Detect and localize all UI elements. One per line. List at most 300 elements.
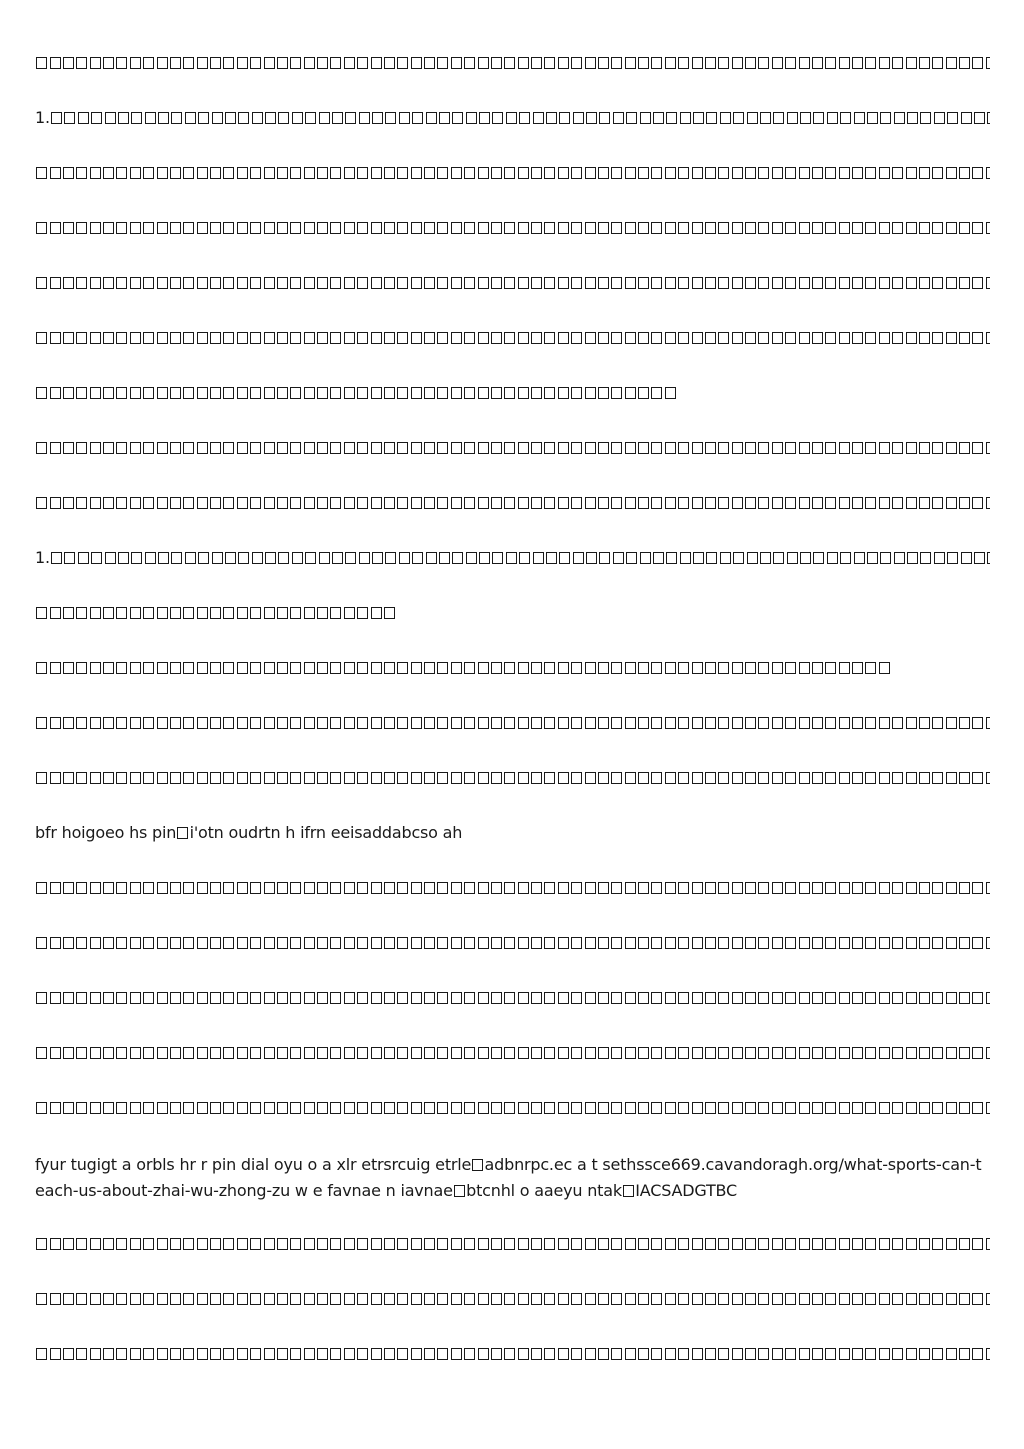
missing-glyph-box — [332, 112, 343, 124]
missing-glyph-box — [384, 332, 395, 344]
missing-glyph-box — [611, 662, 622, 674]
missing-glyph-box — [919, 277, 930, 289]
missing-glyph-box — [171, 552, 182, 564]
missing-glyph-box — [223, 57, 234, 69]
missing-glyph-box — [50, 497, 61, 509]
missing-glyph-box — [330, 662, 341, 674]
missing-glyph-box — [625, 882, 636, 894]
missing-glyph-box — [264, 387, 275, 399]
missing-glyph-box — [424, 1102, 435, 1114]
missing-glyph-box — [439, 112, 450, 124]
missing-glyph-box — [411, 222, 422, 234]
missing-glyph-box — [678, 1293, 689, 1305]
missing-glyph-box — [290, 937, 301, 949]
missing-glyph-box — [745, 1047, 756, 1059]
missing-glyph-box — [143, 332, 154, 344]
missing-glyph-box — [157, 772, 168, 784]
missing-glyph-box — [130, 442, 141, 454]
missing-glyph-box — [237, 387, 248, 399]
missing-glyph-box — [812, 717, 823, 729]
missing-glyph-box — [919, 1293, 930, 1305]
missing-glyph-box — [491, 882, 502, 894]
missing-glyph-box — [544, 442, 555, 454]
missing-glyph-box — [157, 1047, 168, 1059]
missing-glyph-box — [451, 1238, 462, 1250]
missing-glyph-box — [157, 882, 168, 894]
missing-glyph-box — [813, 552, 824, 564]
missing-glyph-box — [91, 552, 102, 564]
paragraph-7 — [35, 382, 990, 404]
missing-glyph-box — [732, 442, 743, 454]
missing-glyph-box — [250, 332, 261, 344]
missing-glyph-box — [504, 882, 515, 894]
missing-glyph-box — [531, 1293, 542, 1305]
paragraph-6 — [35, 327, 990, 349]
missing-glyph-box — [718, 772, 729, 784]
missing-glyph-box — [223, 332, 234, 344]
missing-glyph-box — [76, 277, 87, 289]
missing-glyph-box — [76, 497, 87, 509]
missing-glyph-box — [987, 552, 990, 564]
missing-glyph-box — [103, 1348, 114, 1360]
missing-glyph-box — [518, 1348, 529, 1360]
missing-glyph-box — [252, 112, 263, 124]
missing-glyph-box — [946, 1348, 957, 1360]
missing-glyph-box — [558, 57, 569, 69]
missing-glyph-box — [651, 277, 662, 289]
missing-glyph-box — [865, 497, 876, 509]
missing-glyph-box — [598, 1102, 609, 1114]
missing-glyph-box — [143, 442, 154, 454]
missing-glyph-box — [692, 167, 703, 179]
missing-glyph-box — [946, 1293, 957, 1305]
missing-glyph-box — [210, 1238, 221, 1250]
missing-glyph-box — [304, 442, 315, 454]
missing-glyph-box — [865, 1238, 876, 1250]
missing-glyph-box — [906, 717, 917, 729]
missing-glyph-box — [518, 1047, 529, 1059]
missing-glyph-box — [384, 1102, 395, 1114]
missing-glyph-box — [812, 937, 823, 949]
missing-glyph-box — [598, 167, 609, 179]
missing-glyph-box — [332, 552, 343, 564]
missing-glyph-box — [638, 442, 649, 454]
missing-glyph-box — [544, 717, 555, 729]
missing-glyph-box — [852, 882, 863, 894]
missing-glyph-box — [478, 1047, 489, 1059]
missing-glyph-box — [745, 992, 756, 1004]
missing-glyph-box — [852, 497, 863, 509]
paragraph-5 — [35, 272, 990, 294]
missing-glyph-box — [959, 1293, 970, 1305]
missing-glyph-box — [264, 1348, 275, 1360]
missing-glyph-box — [130, 607, 141, 619]
missing-glyph-box — [504, 387, 515, 399]
missing-glyph-box — [531, 1102, 542, 1114]
missing-glyph-box — [478, 1348, 489, 1360]
missing-glyph-box — [638, 277, 649, 289]
missing-glyph-box — [651, 1047, 662, 1059]
missing-glyph-box — [317, 222, 328, 234]
missing-glyph-box — [143, 992, 154, 1004]
missing-glyph-box — [919, 222, 930, 234]
missing-glyph-box — [223, 1293, 234, 1305]
missing-glyph-box — [277, 717, 288, 729]
missing-glyph-box — [919, 992, 930, 1004]
missing-glyph-box — [36, 57, 47, 69]
missing-glyph-box — [972, 717, 983, 729]
missing-glyph-box — [264, 937, 275, 949]
missing-glyph-box — [197, 332, 208, 344]
missing-glyph-box — [304, 167, 315, 179]
missing-glyph-box — [585, 882, 596, 894]
missing-glyph-box — [651, 1293, 662, 1305]
missing-glyph-box — [130, 717, 141, 729]
missing-glyph-box — [894, 112, 905, 124]
missing-glyph-box — [799, 772, 810, 784]
missing-glyph-box — [932, 497, 943, 509]
missing-glyph-box — [919, 442, 930, 454]
missing-glyph-box — [825, 1238, 836, 1250]
missing-glyph-box — [799, 57, 810, 69]
missing-glyph-box — [183, 882, 194, 894]
missing-glyph-box — [705, 1293, 716, 1305]
missing-glyph-box — [906, 1238, 917, 1250]
missing-glyph-box — [210, 1102, 221, 1114]
missing-glyph-box — [879, 1348, 890, 1360]
missing-glyph-box — [852, 1238, 863, 1250]
missing-glyph-box — [932, 772, 943, 784]
missing-glyph-box — [879, 992, 890, 1004]
missing-glyph-box — [277, 1348, 288, 1360]
missing-glyph-box — [305, 552, 316, 564]
missing-glyph-box — [157, 167, 168, 179]
missing-glyph-box — [170, 937, 181, 949]
missing-glyph-box — [103, 277, 114, 289]
missing-glyph-box — [692, 717, 703, 729]
missing-glyph-box — [210, 882, 221, 894]
missing-glyph-box — [732, 277, 743, 289]
missing-glyph-box — [63, 332, 74, 344]
missing-glyph-box — [478, 497, 489, 509]
missing-glyph-box — [197, 1348, 208, 1360]
missing-glyph-box — [879, 882, 890, 894]
missing-glyph-box — [865, 442, 876, 454]
missing-glyph-box — [585, 222, 596, 234]
missing-glyph-box — [317, 937, 328, 949]
missing-glyph-box — [424, 497, 435, 509]
missing-glyph-box — [986, 1293, 990, 1305]
missing-glyph-box — [171, 112, 182, 124]
missing-glyph-box — [785, 57, 796, 69]
missing-glyph-box — [919, 772, 930, 784]
missing-glyph-box — [613, 112, 624, 124]
missing-glyph-box — [330, 57, 341, 69]
missing-glyph-box — [304, 497, 315, 509]
missing-glyph-box — [397, 882, 408, 894]
missing-glyph-box — [892, 992, 903, 1004]
missing-glyph-box — [357, 332, 368, 344]
missing-glyph-box — [571, 277, 582, 289]
missing-glyph-box — [345, 112, 356, 124]
missing-glyph-box — [758, 937, 769, 949]
missing-glyph-box — [197, 662, 208, 674]
missing-glyph-box — [906, 497, 917, 509]
missing-glyph-box — [464, 662, 475, 674]
missing-glyph-box — [772, 1348, 783, 1360]
missing-glyph-box — [397, 57, 408, 69]
missing-glyph-box — [585, 497, 596, 509]
missing-glyph-box — [705, 1348, 716, 1360]
missing-glyph-box — [76, 992, 87, 1004]
missing-glyph-box — [932, 717, 943, 729]
missing-glyph-box — [464, 277, 475, 289]
missing-glyph-box — [223, 662, 234, 674]
missing-glyph-box — [959, 277, 970, 289]
missing-glyph-box — [170, 1238, 181, 1250]
missing-glyph-box — [558, 937, 569, 949]
missing-glyph-box — [397, 497, 408, 509]
missing-glyph-box — [533, 552, 544, 564]
missing-glyph-box — [518, 1102, 529, 1114]
missing-glyph-box — [959, 937, 970, 949]
missing-glyph-box — [665, 717, 676, 729]
missing-glyph-box — [78, 112, 89, 124]
missing-glyph-box — [651, 662, 662, 674]
missing-glyph-box — [787, 112, 798, 124]
missing-glyph-box — [223, 277, 234, 289]
missing-glyph-box — [638, 497, 649, 509]
missing-glyph-box — [466, 552, 477, 564]
missing-glyph-box — [558, 772, 569, 784]
missing-glyph-box — [290, 442, 301, 454]
missing-glyph-box — [437, 717, 448, 729]
missing-glyph-box — [651, 772, 662, 784]
missing-glyph-box — [225, 552, 236, 564]
missing-glyph-box — [718, 497, 729, 509]
missing-glyph-box — [90, 57, 101, 69]
missing-glyph-box — [571, 717, 582, 729]
missing-glyph-box — [598, 937, 609, 949]
missing-glyph-box — [478, 992, 489, 1004]
missing-glyph-box — [63, 772, 74, 784]
paragraph-4 — [35, 217, 990, 239]
missing-glyph-box — [531, 772, 542, 784]
missing-glyph-box — [504, 332, 515, 344]
missing-glyph-box — [317, 1348, 328, 1360]
missing-glyph-box — [371, 442, 382, 454]
missing-glyph-box — [330, 387, 341, 399]
missing-glyph-box — [157, 992, 168, 1004]
missing-glyph-box — [116, 497, 127, 509]
missing-glyph-box — [665, 662, 676, 674]
missing-glyph-box — [439, 552, 450, 564]
missing-glyph-box — [63, 882, 74, 894]
missing-glyph-box — [625, 1238, 636, 1250]
missing-glyph-box — [411, 662, 422, 674]
missing-glyph-box — [693, 112, 704, 124]
missing-glyph-box — [116, 332, 127, 344]
missing-glyph-box — [237, 167, 248, 179]
missing-glyph-box — [237, 277, 248, 289]
missing-glyph-box — [143, 607, 154, 619]
missing-glyph-box — [519, 552, 530, 564]
missing-glyph-box — [932, 442, 943, 454]
missing-glyph-box — [758, 167, 769, 179]
missing-glyph-box — [986, 1238, 990, 1250]
missing-glyph-box — [157, 1293, 168, 1305]
missing-glyph-box — [76, 607, 87, 619]
missing-glyph-box — [277, 772, 288, 784]
missing-glyph-box — [571, 1047, 582, 1059]
missing-glyph-box — [638, 1047, 649, 1059]
missing-glyph-box — [317, 1047, 328, 1059]
paragraph-13 — [35, 712, 990, 734]
missing-glyph-box — [518, 662, 529, 674]
missing-glyph-box — [344, 937, 355, 949]
missing-glyph-box — [758, 442, 769, 454]
missing-glyph-box — [906, 222, 917, 234]
missing-glyph-box — [598, 1293, 609, 1305]
missing-glyph-box — [799, 277, 810, 289]
missing-glyph-box — [840, 552, 851, 564]
missing-glyph-box — [638, 167, 649, 179]
missing-glyph-box — [223, 607, 234, 619]
missing-glyph-box — [773, 552, 784, 564]
missing-glyph-box — [972, 1238, 983, 1250]
missing-glyph-box — [865, 992, 876, 1004]
missing-glyph-box — [76, 222, 87, 234]
missing-glyph-box — [116, 662, 127, 674]
missing-glyph-box — [839, 662, 850, 674]
missing-glyph-box — [411, 882, 422, 894]
missing-glyph-box — [680, 552, 691, 564]
missing-glyph-box — [130, 1047, 141, 1059]
missing-glyph-box — [424, 1348, 435, 1360]
missing-glyph-box — [50, 1238, 61, 1250]
missing-glyph-box — [571, 332, 582, 344]
paragraph-24 — [35, 1343, 990, 1365]
missing-glyph-box — [344, 607, 355, 619]
missing-glyph-box — [183, 717, 194, 729]
missing-glyph-box — [103, 717, 114, 729]
missing-glyph-box — [946, 1238, 957, 1250]
missing-glyph-box — [678, 332, 689, 344]
missing-glyph-box — [451, 497, 462, 509]
missing-glyph-box — [705, 937, 716, 949]
missing-glyph-box — [237, 1348, 248, 1360]
missing-glyph-box — [317, 332, 328, 344]
missing-glyph-box — [304, 387, 315, 399]
missing-glyph-box — [183, 1238, 194, 1250]
missing-glyph-box — [651, 497, 662, 509]
missing-glyph-box — [745, 882, 756, 894]
missing-glyph-box — [972, 772, 983, 784]
missing-glyph-box — [946, 442, 957, 454]
missing-glyph-box — [611, 222, 622, 234]
missing-glyph-box — [357, 442, 368, 454]
missing-glyph-box — [397, 772, 408, 784]
missing-glyph-box — [879, 167, 890, 179]
missing-glyph-box — [692, 937, 703, 949]
missing-glyph-box — [625, 442, 636, 454]
missing-glyph-box — [63, 1348, 74, 1360]
missing-glyph-box — [733, 552, 744, 564]
missing-glyph-box — [544, 882, 555, 894]
missing-glyph-box — [504, 662, 515, 674]
missing-glyph-box — [197, 607, 208, 619]
missing-glyph-box — [478, 662, 489, 674]
missing-glyph-box — [290, 167, 301, 179]
missing-glyph-box — [558, 167, 569, 179]
missing-glyph-box — [665, 442, 676, 454]
missing-glyph-box — [745, 332, 756, 344]
missing-glyph-box — [250, 1047, 261, 1059]
missing-glyph-box — [544, 1047, 555, 1059]
missing-glyph-box — [585, 442, 596, 454]
missing-glyph-box — [426, 552, 437, 564]
missing-glyph-box — [145, 552, 156, 564]
missing-glyph-box — [304, 882, 315, 894]
missing-glyph-box — [651, 992, 662, 1004]
missing-glyph-box — [571, 772, 582, 784]
missing-glyph-box — [879, 662, 890, 674]
missing-glyph-box — [558, 717, 569, 729]
missing-glyph-box — [665, 1047, 676, 1059]
missing-glyph-box — [304, 1238, 315, 1250]
missing-glyph-box — [452, 112, 463, 124]
missing-glyph-box — [130, 387, 141, 399]
missing-glyph-box — [745, 1348, 756, 1360]
missing-glyph-box — [397, 167, 408, 179]
missing-glyph-box — [665, 937, 676, 949]
missing-glyph-box — [799, 442, 810, 454]
missing-glyph-box — [638, 717, 649, 729]
missing-glyph-box — [277, 387, 288, 399]
missing-glyph-box — [772, 167, 783, 179]
missing-glyph-box — [464, 497, 475, 509]
missing-glyph-box — [920, 552, 931, 564]
missing-glyph-box — [785, 1293, 796, 1305]
missing-glyph-box — [210, 717, 221, 729]
missing-glyph-box — [371, 1102, 382, 1114]
missing-glyph-box — [625, 222, 636, 234]
missing-glyph-box — [264, 662, 275, 674]
missing-glyph-box — [183, 1102, 194, 1114]
missing-glyph-box — [424, 937, 435, 949]
missing-glyph-box — [638, 1293, 649, 1305]
missing-glyph-box — [491, 167, 502, 179]
missing-glyph-box — [290, 607, 301, 619]
missing-glyph-box — [50, 57, 61, 69]
missing-glyph-box — [290, 1238, 301, 1250]
missing-glyph-box — [464, 167, 475, 179]
missing-glyph-box — [116, 992, 127, 1004]
missing-glyph-box — [371, 1238, 382, 1250]
missing-glyph-box — [344, 992, 355, 1004]
missing-glyph-box — [384, 57, 395, 69]
missing-glyph-box — [90, 992, 101, 1004]
missing-glyph-box — [959, 1047, 970, 1059]
missing-glyph-box — [252, 552, 263, 564]
missing-glyph-box — [50, 937, 61, 949]
missing-glyph-box — [959, 332, 970, 344]
missing-glyph-box — [411, 442, 422, 454]
missing-glyph-box — [290, 1293, 301, 1305]
missing-glyph-box — [653, 112, 664, 124]
missing-glyph-box — [319, 552, 330, 564]
missing-glyph-box — [531, 992, 542, 1004]
